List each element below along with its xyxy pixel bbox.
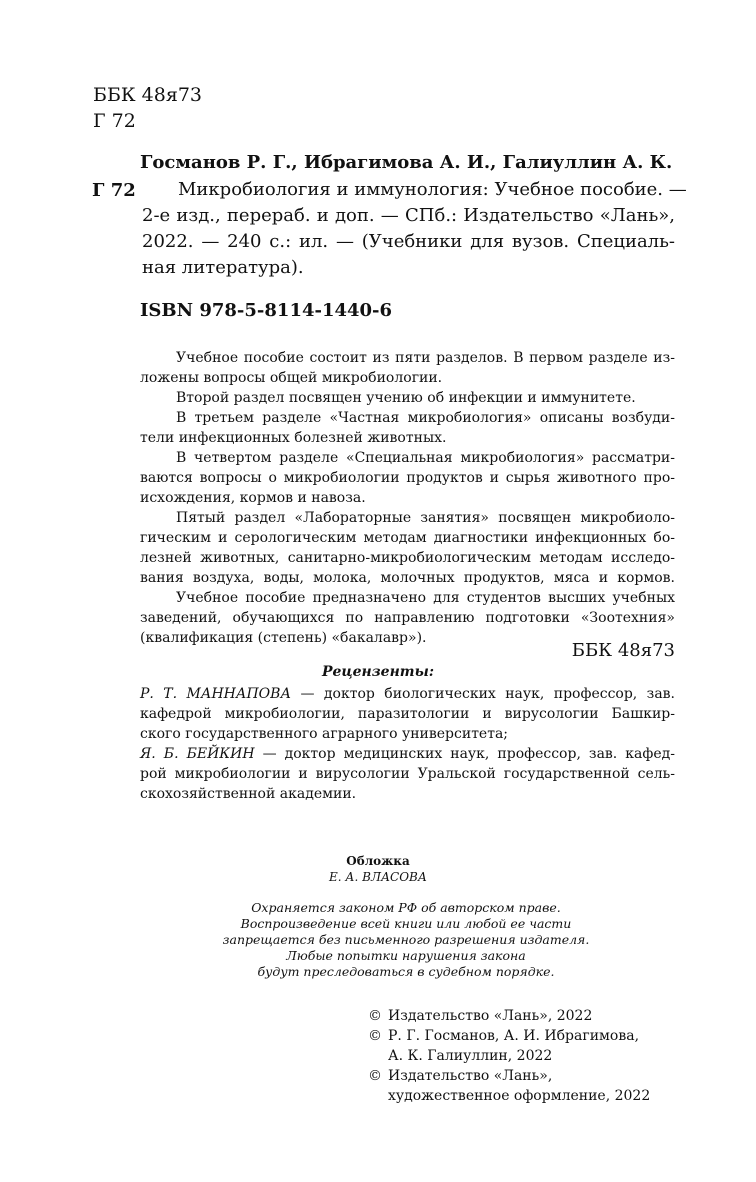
biblio-line: ная литература). <box>142 257 304 278</box>
annotation-line: В четвертом разделе «Специальная микробиология» рассматри- <box>176 450 675 466</box>
author-sign-bold: Г 72 <box>92 180 136 201</box>
reviewer-line: скохозяйственной академии. <box>140 786 357 802</box>
copyright-entry <box>368 1066 650 1106</box>
annotation-line: ваются вопросы о микробиологии продуктов и сырья животного про- <box>140 470 675 486</box>
copyright-entry <box>368 1026 650 1066</box>
bbk-classification-right: ББК 48я73 <box>571 640 675 661</box>
annotation <box>140 348 675 648</box>
annotation-line: гическим и серологическим методам диагностики инфекционных бо- <box>140 530 675 546</box>
annotation-line: ложены вопросы общей микробиологии. <box>140 370 443 386</box>
legal-line: Любые попытки нарушения закона <box>286 948 526 963</box>
reviewers-list <box>140 684 675 804</box>
annotation-line: исхождения, кормов и навоза. <box>140 490 366 506</box>
reviewer-name: Я. Б. БЕЙКИН <box>140 746 255 762</box>
bbk-code: ББК 48я73 <box>93 84 203 106</box>
copyright-text: А. К. Галиуллин, 2022 <box>388 1048 553 1064</box>
author-sign: Г 72 <box>93 110 136 132</box>
reviewer-line: кафедрой микробиологии, паразитологии и вирусологии Башкир- <box>140 706 675 722</box>
reviewer-line: Р. Т. МАННАПОВА — доктор биологических наук, профессор, зав. <box>140 686 675 702</box>
reviewer-line: ского государственного аграрного университета; <box>140 726 509 742</box>
reviewer-line: Я. Б. БЕЙКИН — доктор медицинских наук, профессор, зав. кафед- <box>140 746 675 762</box>
copyright-text: Р. Г. Госманов, А. И. Ибрагимова, <box>388 1028 640 1044</box>
copyright-notice <box>0 900 756 980</box>
legal-line: Воспроизведение всей книги или любой ее части <box>240 916 572 931</box>
copyright-icon: © <box>368 1068 382 1084</box>
reviewer-line: рой микробиологии и вирусологии Уральской государственной сель- <box>140 766 675 782</box>
annotation-line: заведений, обучающихся по направлению подготовки «Зоотехния» <box>140 610 675 626</box>
biblio-line: 2022. — 240 с.: ил. — (Учебники для вузов. Специаль- <box>142 231 675 252</box>
legal-line: будут преследоваться в судебном порядке. <box>257 964 555 979</box>
annotation-line: Второй раздел посвящен учению об инфекции и иммунитете. <box>176 390 636 406</box>
annotation-line: В третьем разделе «Частная микробиология» описаны возбуди- <box>176 410 675 426</box>
copyright-holders <box>368 1006 650 1106</box>
annotation-line: лезней животных, санитарно-микробиологическим методам исследо- <box>140 550 675 566</box>
authors-heading: Госманов Р. Г., Ибрагимова А. И., Галиуллин А. К. <box>140 152 673 173</box>
bibliographic-description <box>142 177 687 281</box>
cover-designer: Е. А. ВЛАСОВА <box>329 870 427 884</box>
annotation-line: Пятый раздел «Лабораторные занятия» посвящен микробиоло- <box>176 510 675 526</box>
legal-line: запрещается без письменного разрешения издателя. <box>222 932 590 947</box>
copyright-text: Издательство «Лань», 2022 <box>388 1008 593 1024</box>
copyright-icon: © <box>368 1028 382 1044</box>
annotation-line: вания воздуха, воды, молока, молочных продуктов, мяса и кормов. <box>140 570 675 586</box>
annotation-line: Учебное пособие предназначено для студентов высших учебных <box>176 590 675 606</box>
biblio-line: 2-е изд., перераб. и доп. — СПб.: Издательство «Лань», <box>142 205 675 226</box>
annotation-line: Учебное пособие состоит из пяти разделов. В первом разделе из- <box>176 350 675 366</box>
copyright-text: Издательство «Лань», <box>388 1068 553 1084</box>
cover-heading: Обложка <box>346 854 410 868</box>
copyright-icon: © <box>368 1008 382 1024</box>
annotation-line: тели инфекционных болезней животных. <box>140 430 447 446</box>
isbn: ISBN 978-5-8114-1440-6 <box>140 300 393 321</box>
bbk-classification-top <box>93 82 202 134</box>
annotation-line: (квалификация (степень) «бакалавр»). <box>140 630 427 646</box>
biblio-line: Микробиология и иммунология: Учебное пособие. — <box>178 179 687 200</box>
reviewers-heading: Рецензенты: <box>321 664 435 680</box>
legal-line: Охраняется законом РФ об авторском праве. <box>251 900 561 915</box>
copyright-entry <box>368 1006 650 1026</box>
copyright-text: художественное оформление, 2022 <box>388 1088 651 1104</box>
reviewer-name: Р. Т. МАННАПОВА <box>140 686 292 702</box>
